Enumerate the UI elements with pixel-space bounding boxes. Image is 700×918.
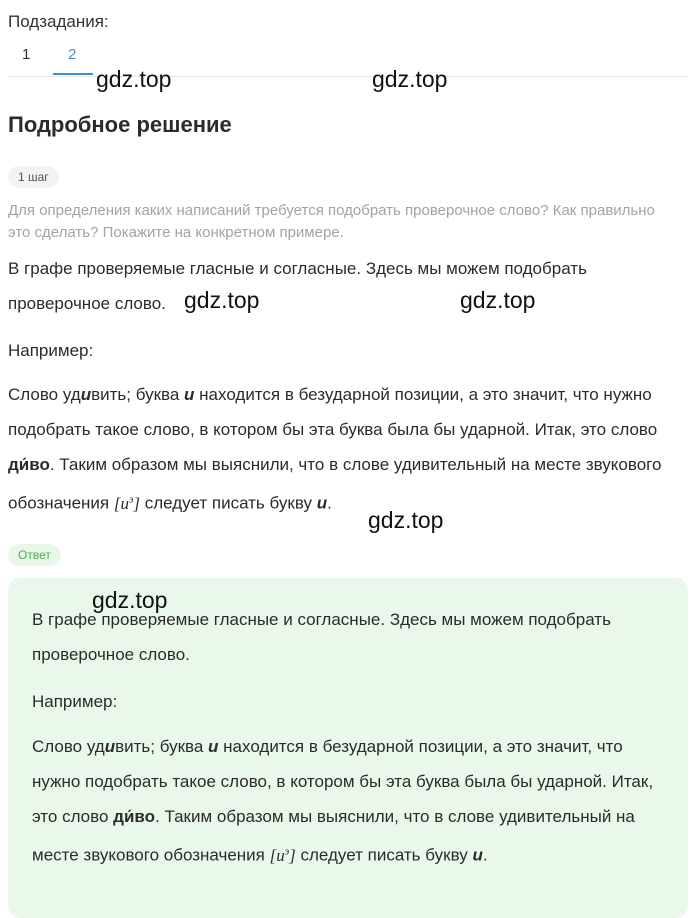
watermark: gdz.top (372, 66, 448, 92)
phonetic-notation: $[и^э]$ (113, 493, 141, 513)
watermark: gdz.top (92, 587, 168, 613)
solution-paragraph-2: Например: (8, 341, 94, 360)
subtasks-label: Подзадания: (8, 12, 109, 31)
watermark: gdz.top (184, 287, 260, 313)
solution-title: Подробное решение (8, 112, 232, 137)
tab-subtask-1[interactable]: 1 (22, 46, 31, 63)
watermark: gdz.top (460, 287, 536, 313)
solution-paragraph-1: В графе проверяемые гласные и согласные. Здесь мы можем подобрать проверочное слово. (8, 259, 587, 313)
step-badge: 1 шаг (8, 166, 59, 188)
active-tab-indicator (53, 73, 93, 75)
watermark: gdz.top (96, 66, 172, 92)
tab-subtask-2[interactable]: 2 (68, 46, 77, 63)
question-text: Для определения каких написаний требуется подобрать проверочное слово? Как правильно это сделать? Покажите на конкретном примере. (8, 202, 655, 241)
answer-paragraph-2: Например: (32, 692, 118, 711)
phonetic-notation: $[и^э]$ (269, 845, 296, 865)
watermark: gdz.top (368, 507, 444, 533)
answer-badge: Ответ (8, 544, 61, 566)
solution-paragraph-3: Слово удивить; буква и находится в безударной позиции, а это значит, что нужно подобрать такое слово, в котором бы эта буква была бы ударной. Итак, это слово ди́во. Таким образом мы выяснили, что в слове удивительный на месте звукового обозначения $[и^э]$ следует писать букву и. (8, 385, 662, 513)
answer-paragraph-3: Слово удивить; буква и находится в безударной позиции, а это значит, что нужно подобрать такое слово, в котором бы эта буква была бы ударной. Итак, это слово ди́во. Таким образом мы выяснили, что в слове удивительный на месте звукового обозначения $[и^э]$ следует писать букву и. (32, 737, 654, 865)
answer-paragraph-1: В графе проверяемые гласные и согласные. Здесь мы можем подобрать проверочное слово. (32, 610, 611, 664)
